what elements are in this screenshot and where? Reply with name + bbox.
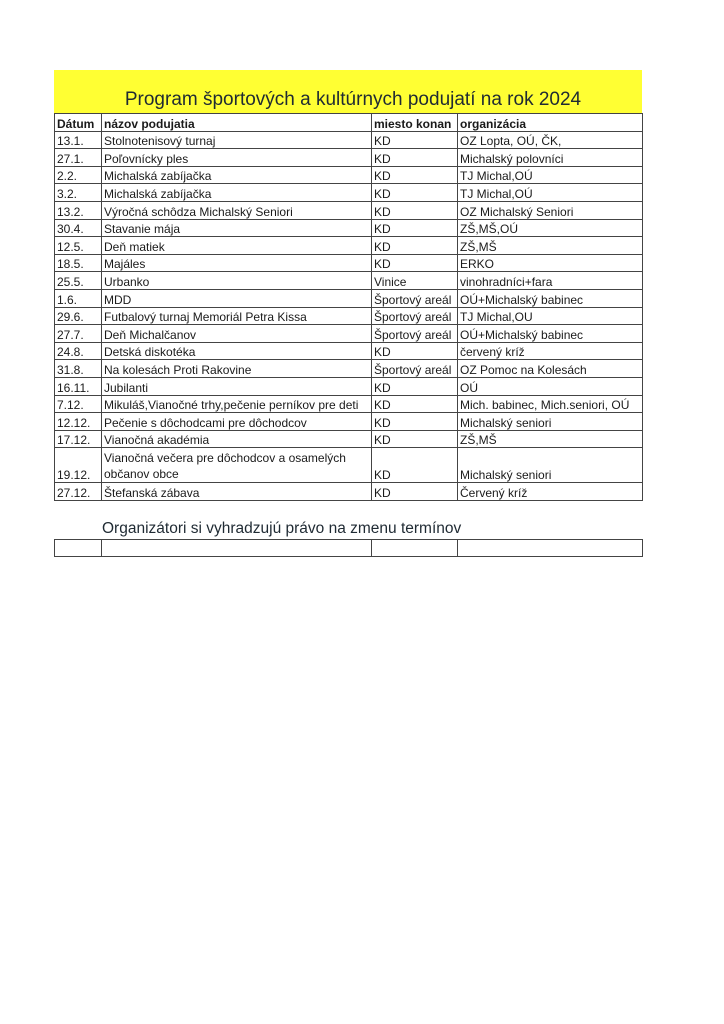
table-row bbox=[55, 254, 643, 272]
table-row bbox=[55, 413, 643, 431]
event-location: KD bbox=[372, 483, 458, 501]
event-location: KD bbox=[372, 184, 458, 202]
event-location: KD bbox=[372, 201, 458, 219]
table-row bbox=[55, 149, 643, 167]
event-location: Športový areál bbox=[372, 360, 458, 378]
table-row bbox=[55, 448, 643, 483]
events-table bbox=[54, 113, 643, 501]
event-organizer: vinohradníci+fara bbox=[458, 272, 643, 290]
table-row bbox=[55, 201, 643, 219]
event-name: Futbalový turnaj Memoriál Petra Kissa bbox=[102, 307, 372, 325]
event-date: 13.1. bbox=[55, 131, 102, 149]
empty-cell bbox=[372, 540, 458, 557]
event-name: Štefanská zábava bbox=[102, 483, 372, 501]
event-organizer: TJ Michal,OÚ bbox=[458, 166, 643, 184]
empty-cell bbox=[102, 540, 372, 557]
table-row bbox=[55, 272, 643, 290]
event-name: Michalská zabíjačka bbox=[102, 166, 372, 184]
event-name: Vianočná večera pre dôchodcov a osamelých občanov obce bbox=[102, 448, 372, 483]
event-organizer: TJ Michal,OU bbox=[458, 307, 643, 325]
event-date: 27.1. bbox=[55, 149, 102, 167]
table-row bbox=[55, 184, 643, 202]
event-name: Mikuláš,Vianočné trhy,pečenie perníkov pre deti bbox=[102, 395, 372, 413]
event-date: 17.12. bbox=[55, 430, 102, 448]
event-name: Na kolesách Proti Rakovine bbox=[102, 360, 372, 378]
event-date: 1.6. bbox=[55, 289, 102, 307]
event-name: Jubilanti bbox=[102, 377, 372, 395]
event-name: Vianočná akadémia bbox=[102, 430, 372, 448]
event-location: Vinice bbox=[372, 272, 458, 290]
event-location: KD bbox=[372, 254, 458, 272]
header-row bbox=[55, 114, 643, 132]
event-location: Športový areál bbox=[372, 289, 458, 307]
header-organization: organizácia bbox=[458, 114, 643, 132]
table-row bbox=[55, 325, 643, 343]
event-organizer: ERKO bbox=[458, 254, 643, 272]
table-row bbox=[55, 166, 643, 184]
event-date: 19.12. bbox=[55, 448, 102, 483]
table-row bbox=[55, 483, 643, 501]
event-organizer: Michalský seniori bbox=[458, 413, 643, 431]
event-date: 18.5. bbox=[55, 254, 102, 272]
event-date: 12.12. bbox=[55, 413, 102, 431]
event-location: KD bbox=[372, 166, 458, 184]
event-name: Urbanko bbox=[102, 272, 372, 290]
event-organizer: TJ Michal,OÚ bbox=[458, 184, 643, 202]
title-band bbox=[54, 70, 642, 113]
event-location: KD bbox=[372, 377, 458, 395]
event-location: KD bbox=[372, 149, 458, 167]
event-date: 12.5. bbox=[55, 237, 102, 255]
header-event-name: názov podujatia bbox=[102, 114, 372, 132]
event-name: Stavanie mája bbox=[102, 219, 372, 237]
table-row bbox=[55, 219, 643, 237]
event-date: 29.6. bbox=[55, 307, 102, 325]
event-name: Stolnotenisový turnaj bbox=[102, 131, 372, 149]
event-date: 16.11. bbox=[55, 377, 102, 395]
event-location: KD bbox=[372, 448, 458, 483]
event-location: Športový areál bbox=[372, 325, 458, 343]
table-row bbox=[55, 430, 643, 448]
schedule-sheet bbox=[54, 70, 642, 501]
event-organizer: OZ Michalský Seniori bbox=[458, 201, 643, 219]
event-organizer: OÚ+Michalský babinec bbox=[458, 325, 643, 343]
event-organizer: OÚ+Michalský babinec bbox=[458, 289, 643, 307]
event-location: KD bbox=[372, 395, 458, 413]
empty-cell bbox=[458, 540, 643, 557]
event-organizer: Michalský polovníci bbox=[458, 149, 643, 167]
event-location: KD bbox=[372, 413, 458, 431]
event-organizer: OZ Pomoc na Kolesách bbox=[458, 360, 643, 378]
event-organizer: Mich. babinec, Mich.seniori, OÚ bbox=[458, 395, 643, 413]
table-row bbox=[55, 395, 643, 413]
event-date: 2.2. bbox=[55, 166, 102, 184]
event-date: 24.8. bbox=[55, 342, 102, 360]
table-row bbox=[55, 377, 643, 395]
event-name: Poľovnícky ples bbox=[102, 149, 372, 167]
event-organizer: ZŠ,MŠ bbox=[458, 237, 643, 255]
event-date: 27.7. bbox=[55, 325, 102, 343]
table-row bbox=[55, 307, 643, 325]
empty-cell bbox=[55, 540, 102, 557]
table-row bbox=[55, 289, 643, 307]
event-organizer: ZŠ,MŠ bbox=[458, 430, 643, 448]
event-name: Michalská zabíjačka bbox=[102, 184, 372, 202]
table-row bbox=[55, 237, 643, 255]
event-location: KD bbox=[372, 342, 458, 360]
event-organizer: ZŠ,MŠ,OÚ bbox=[458, 219, 643, 237]
event-name: Deň Michalčanov bbox=[102, 325, 372, 343]
event-location: KD bbox=[372, 219, 458, 237]
event-location: KD bbox=[372, 237, 458, 255]
organizers-note: Organizátori si vyhradzujú právo na zmenu termínov bbox=[102, 520, 462, 537]
header-location: miesto konan bbox=[372, 114, 458, 132]
event-location: KD bbox=[372, 131, 458, 149]
event-location: KD bbox=[372, 430, 458, 448]
event-date: 25.5. bbox=[55, 272, 102, 290]
event-location: Športový areál bbox=[372, 307, 458, 325]
event-date: 3.2. bbox=[55, 184, 102, 202]
event-name: Výročná schôdza Michalský Seniori bbox=[102, 201, 372, 219]
event-date: 27.12. bbox=[55, 483, 102, 501]
event-organizer: OZ Lopta, OÚ, ČK, bbox=[458, 131, 643, 149]
table-row bbox=[55, 131, 643, 149]
event-name: Pečenie s dôchodcami pre dôchodcov bbox=[102, 413, 372, 431]
events-body bbox=[55, 131, 643, 500]
table-row bbox=[55, 360, 643, 378]
page-title: Program športových a kultúrnych podujatí na rok 2024 bbox=[124, 89, 582, 110]
event-organizer: červený kríž bbox=[458, 342, 643, 360]
event-name: Deň matiek bbox=[102, 237, 372, 255]
event-date: 31.8. bbox=[55, 360, 102, 378]
event-name: Detská diskotéka bbox=[102, 342, 372, 360]
event-organizer: Michalský seniori bbox=[458, 448, 643, 483]
event-date: 7.12. bbox=[55, 395, 102, 413]
event-date: 30.4. bbox=[55, 219, 102, 237]
event-name: MDD bbox=[102, 289, 372, 307]
header-date: Dátum bbox=[55, 114, 102, 132]
event-organizer: OÚ bbox=[458, 377, 643, 395]
event-organizer: Červený kríž bbox=[458, 483, 643, 501]
empty-table-row bbox=[54, 539, 643, 557]
event-name: Majáles bbox=[102, 254, 372, 272]
event-date: 13.2. bbox=[55, 201, 102, 219]
table-row bbox=[55, 342, 643, 360]
